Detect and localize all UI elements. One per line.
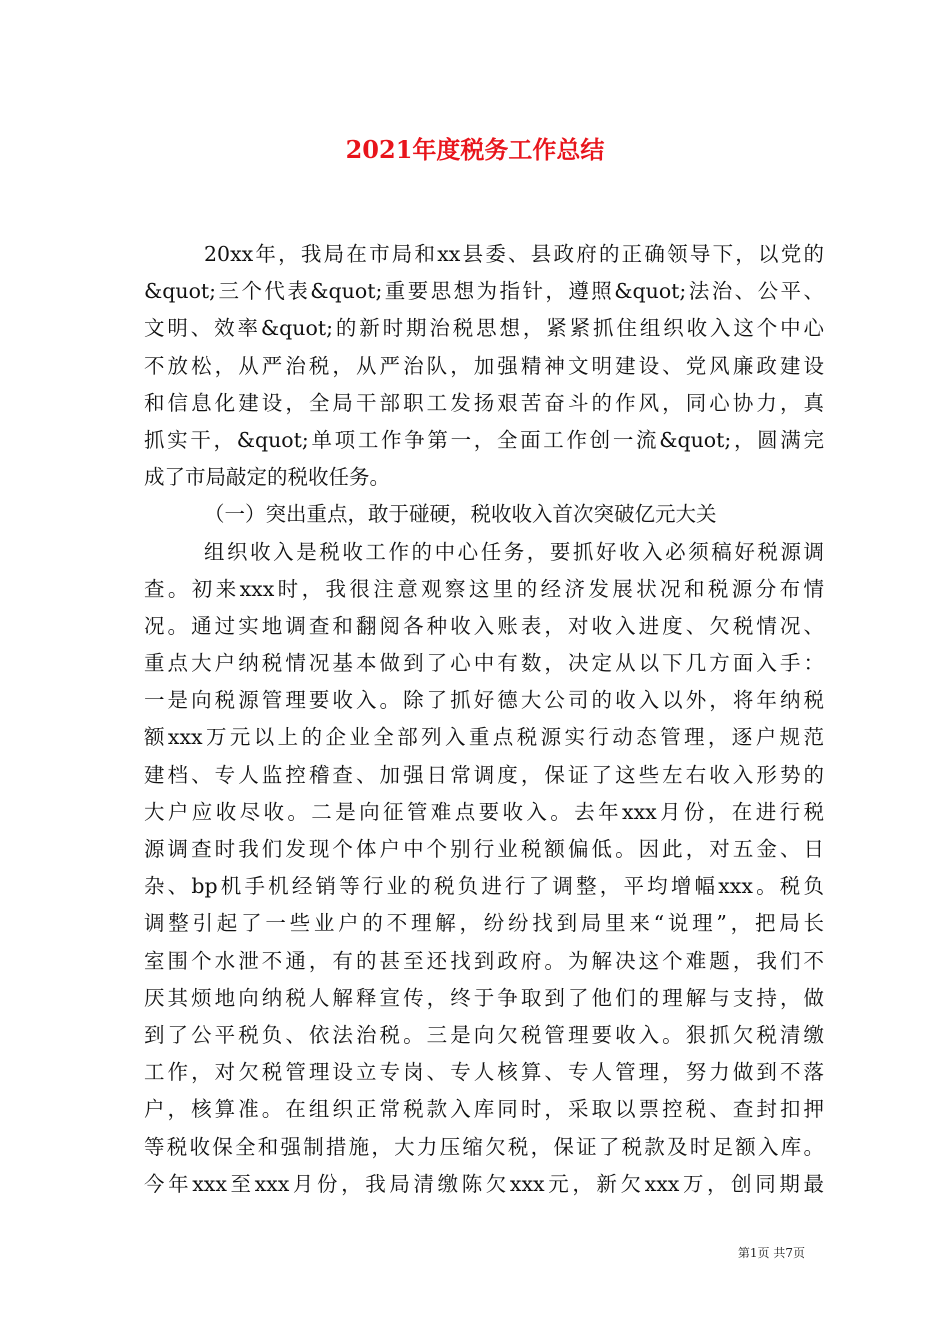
text-line: 厌其烦地向纳税人解释宣传，终于争取到了他们的理解与支持，做: [144, 985, 824, 1010]
text-line: 成了市局敲定的税收任务。: [144, 465, 390, 490]
text-line: 室围个水泄不通，有的甚至还找到政府。为解决这个难题，我们不: [144, 948, 824, 973]
text-line: 户，核算准。在组织正常税款入库同时，采取以票控税、查封扣押: [144, 1097, 824, 1122]
text-line: 文明、效率&quot;的新时期治税思想，紧紧抓住组织收入这个中心: [144, 316, 824, 341]
text-line: 今年xxx至xxx月份，我局清缴陈欠xxx元，新欠xxx万，创同期最: [144, 1171, 824, 1196]
text-line: 大户应收尽收。二是向征管难点要收入。去年xxx月份，在进行税: [144, 799, 824, 824]
text-line: 20xx年，我局在市局和xx县委、县政府的正确领导下，以党的: [204, 242, 824, 266]
page-number: 第1页 共7页: [737, 1246, 805, 1260]
text-line: 重点大户纳税情况基本做到了心中有数，决定从以下几方面入手：: [144, 651, 824, 676]
document-body: [144, 236, 824, 1203]
section-heading: （一）突出重点，敢于碰硬，税收收入首次突破亿元大关: [204, 502, 717, 527]
document-title: 2021年度税务工作总结: [345, 135, 605, 164]
text-line: 工作，对欠税管理设立专岗、专人核算、专人管理，努力做到不落: [144, 1060, 824, 1085]
text-line: 和信息化建设，全局干部职工发扬艰苦奋斗的作风，同心协力，真: [144, 390, 824, 415]
text-line: 到了公平税负、依法治税。三是向欠税管理要收入。狠抓欠税清缴: [144, 1022, 824, 1047]
text-line: 抓实干，&quot;单项工作争第一，全面工作创一流&quot;，圆满完: [144, 427, 824, 452]
text-line: 调整引起了一些业户的不理解，纷纷找到局里来“说理”，把局长: [144, 911, 824, 936]
text-line: &quot;三个代表&quot;重要思想为指针，遵照&quot;法治、公平、: [144, 279, 824, 304]
text-line: 组织收入是税收工作的中心任务，要抓好收入必须稿好税源调: [204, 539, 824, 564]
text-line: 查。初来xxx时，我很注意观察这里的经济发展状况和税源分布情: [144, 576, 824, 601]
text-line: 不放松，从严治税，从严治队，加强精神文明建设、党风廉政建设: [144, 353, 824, 378]
text-line: 况。通过实地调查和翻阅各种收入账表，对收入进度、欠税情况、: [144, 613, 824, 638]
text-line: 一是向税源管理要收入。除了抓好德大公司的收入以外，将年纳税: [144, 688, 824, 713]
text-line: 建档、专人监控稽查、加强日常调度，保证了这些左右收入形势的: [144, 762, 824, 787]
text-line: 杂、bp机手机经销等行业的税负进行了调整，平均增幅xxx。税负: [144, 874, 824, 899]
text-line: 源调查时我们发现个体户中个别行业税额偏低。因此，对五金、日: [144, 837, 824, 861]
text-line: 等税收保全和强制措施，大力压缩欠税，保证了税款及时足额入库。: [144, 1134, 824, 1159]
text-line: 额xxx万元以上的企业全部列入重点税源实行动态管理，逐户规范: [144, 725, 824, 750]
